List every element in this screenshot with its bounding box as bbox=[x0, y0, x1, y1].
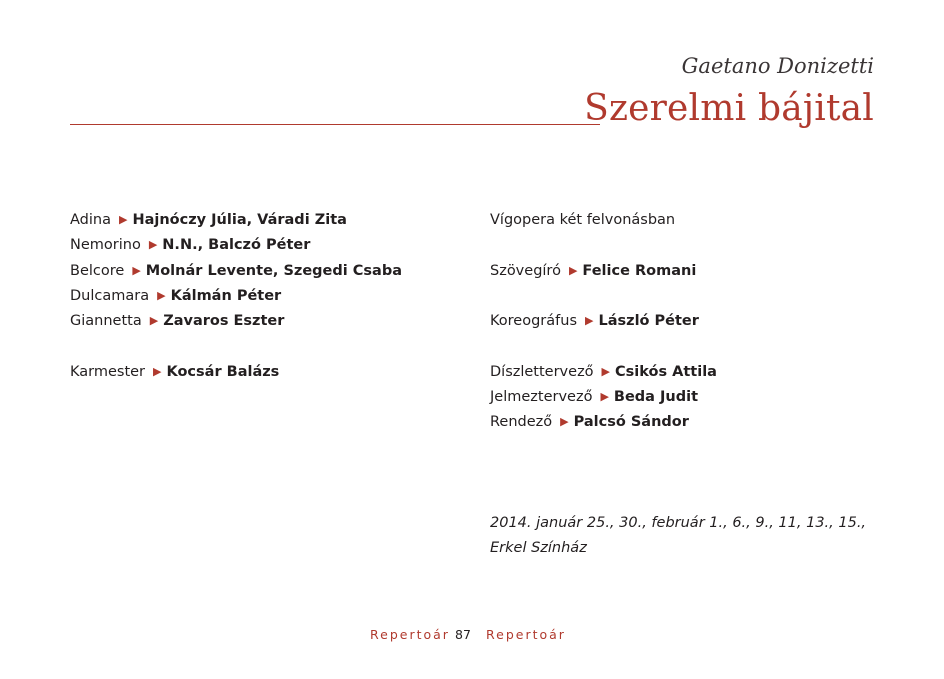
footer-right-label: Repertoár bbox=[486, 627, 566, 642]
credit-role: Díszlettervező bbox=[490, 364, 594, 380]
cast-line-belcore bbox=[70, 262, 402, 281]
arrow-icon: ▶ bbox=[585, 314, 594, 327]
cast-role: Adina bbox=[70, 212, 111, 228]
cast-names: Kocsár Balázs bbox=[166, 364, 280, 380]
cast-line-adina bbox=[70, 211, 347, 230]
cast-line-dulcamara bbox=[70, 287, 281, 306]
arrow-icon: ▶ bbox=[132, 264, 141, 277]
cast-names: Zavaros Eszter bbox=[163, 313, 285, 329]
credit-names: Felice Romani bbox=[582, 263, 697, 279]
credit-names: Beda Judit bbox=[613, 389, 699, 405]
cast-names: N.N., Balczó Péter bbox=[162, 237, 311, 253]
credit-role: Rendező bbox=[490, 414, 553, 430]
title-rule bbox=[70, 124, 600, 125]
cast-names: Molnár Levente, Szegedi Csaba bbox=[145, 263, 403, 279]
cast-role: Belcore bbox=[70, 263, 125, 279]
arrow-icon: ▶ bbox=[157, 289, 166, 302]
credit-line-jelmeztervezo bbox=[490, 388, 698, 407]
credit-role: Koreográfus bbox=[490, 313, 577, 329]
cast-line-giannetta bbox=[70, 312, 284, 331]
cast-names: Kálmán Péter bbox=[170, 288, 282, 304]
arrow-icon: ▶ bbox=[118, 213, 128, 226]
credit-role: Szövegíró bbox=[490, 263, 561, 279]
credit-line-diszlettervezo bbox=[490, 363, 717, 382]
arrow-icon: ▶ bbox=[600, 390, 609, 403]
cast-line-nemorino bbox=[70, 236, 310, 255]
credit-names: Palcsó Sándor bbox=[573, 414, 689, 430]
cast-role: Nemorino bbox=[70, 237, 141, 253]
arrow-icon: ▶ bbox=[560, 415, 569, 428]
arrow-icon: ▶ bbox=[153, 365, 162, 378]
credit-line-rendezo bbox=[490, 413, 689, 432]
footer-left-label: Repertoár bbox=[370, 627, 450, 642]
cast-role: Giannetta bbox=[70, 313, 142, 329]
performance-dates: 2014. január 25., 30., február 1., 6., 9., 11, 13., 15., bbox=[490, 515, 867, 531]
opera-title: Szerelmi bájital bbox=[584, 88, 874, 129]
arrow-icon: ▶ bbox=[568, 264, 578, 277]
genre-line: Vígopera két felvonásban bbox=[490, 212, 676, 228]
credit-line-szovegiro bbox=[490, 262, 696, 281]
composer-name: Gaetano Donizetti bbox=[681, 54, 874, 78]
credit-names: László Péter bbox=[598, 313, 699, 329]
page-number: 87 bbox=[455, 627, 471, 642]
credit-line-koreografus bbox=[490, 312, 699, 331]
arrow-icon: ▶ bbox=[149, 314, 159, 327]
cast-line-karmester bbox=[70, 363, 279, 382]
performance-venue: Erkel Színház bbox=[490, 540, 587, 556]
arrow-icon: ▶ bbox=[148, 238, 158, 251]
cast-names: Hajnóczy Júlia, Váradi Zita bbox=[132, 212, 347, 228]
cast-role: Karmester bbox=[70, 364, 146, 380]
cast-role: Dulcamara bbox=[70, 288, 150, 304]
credit-names: Csikós Attila bbox=[615, 364, 717, 380]
arrow-icon: ▶ bbox=[601, 365, 611, 378]
credit-role: Jelmeztervező bbox=[490, 389, 593, 405]
